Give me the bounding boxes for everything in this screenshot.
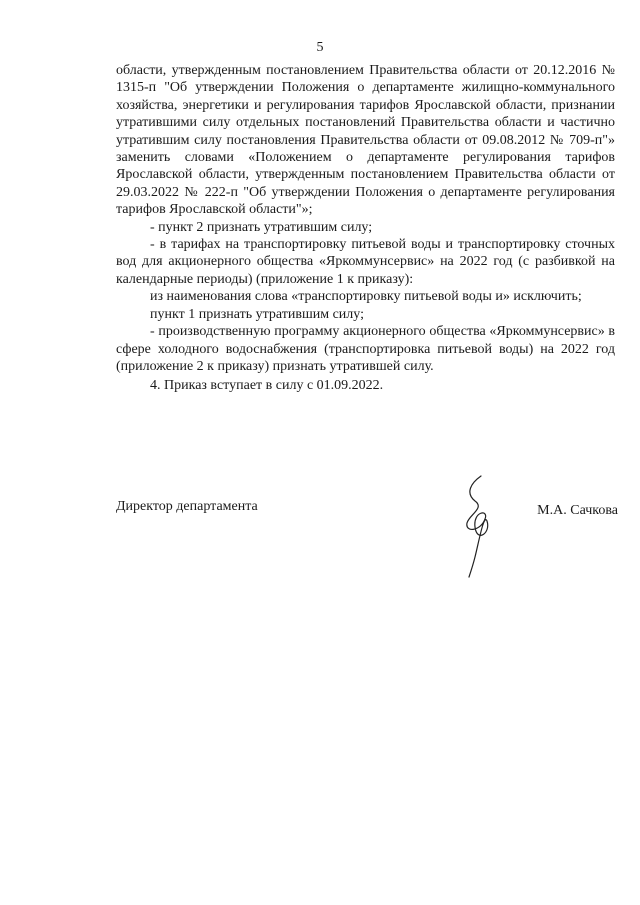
signatory-title: Директор департамента (116, 499, 258, 514)
handwritten-signature (451, 471, 521, 581)
paragraph-effective-date: 4. Приказ вступает в силу с 01.09.2022. (150, 378, 384, 394)
paragraph-clause-1-repeal: пункт 1 признать утратившим силу; (150, 306, 364, 322)
document-body (116, 62, 615, 395)
paragraph-regulation-reference: области, утвержденным постановлением Правительства области от 20.12.2016 № 1315-п "Об утверждении Положения о департаменте жилищно-коммунального хозяйства, энергетики и регулирования тарифов Ярославской области, признании утратившими силу отдельных постановлений Правительства области и частично утратившим силу постановления Правительства области от 09.08.2012 № 709-п"» заменить словами «Положением о департаменте регулирования тарифов Ярославской области, утвержденным постановлением Правительства области от 29.03.2022 № 222-п "Об утверждении Положения о департаменте регулирования тарифов Ярославской области"»; (116, 63, 615, 218)
signature-block (116, 496, 618, 586)
paragraph-clause-2-repeal: - пункт 2 признать утратившим силу; (150, 219, 373, 235)
page-number: 5 (316, 40, 324, 55)
paragraph-production-program: - производственную программу акционерного общества «Яркоммунсервис» в сфере холодного водоснабжения (транспортировка питьевой воды) на 2022 год (приложение 2 к приказу) признать утратившей силу. (116, 324, 615, 374)
signatory-name: М.А. Сачкова (537, 503, 618, 518)
paragraph-tariffs: - в тарифах на транспортировку питьевой воды и транспортировку сточных вод для акционерного общества «Яркоммунсервис» на 2022 год (с разбивкой на календарные периоды) (приложение 1 к приказу): (116, 237, 615, 287)
paragraph-exclude-words: из наименования слова «транспортировку питьевой воды и» исключить; (150, 289, 582, 305)
